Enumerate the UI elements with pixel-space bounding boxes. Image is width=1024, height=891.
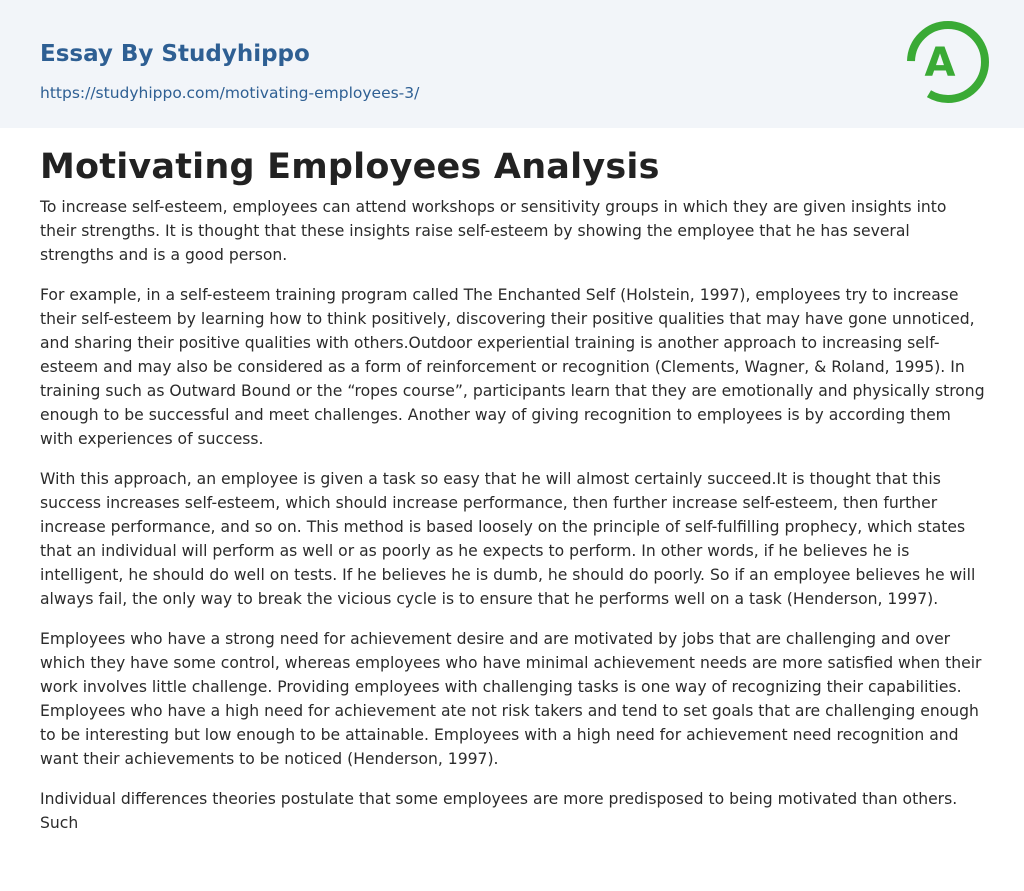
article-paragraph: For example, in a self-esteem training program called The Enchanted Self (Holstein, 1997), employees try to increase their self-esteem by learning how to think positively, discovering their positive qualities that may have gone unnoticed, and sharing their positive qualities with others.Outdoor experiential training is another approach to increasing self-esteem and may also be considered as a form of reinforcement or recognition (Clements, Wagner, & Roland, 1995). In training such as Outward Bound or the “ropes course”, participants learn that they are emotionally and physically strong enough to be successful and meet challenges. Another way of giving recognition to employees is by according them with experiences of success. (40, 286, 985, 448)
article-paragraph: Employees who have a strong need for achievement desire and are motivated by jobs that are challenging and over which they have some control, whereas employees who have minimal achievement needs are more satisfied when their work involves little challenge. Providing employees with challenging tasks is one way of recognizing their capabilities. Employees who have a high need for achievement ate not risk takers and tend to set goals that are challenging enough to be interesting but low enough to be attainable. Employees with a high need for achievement need recognition and want their achievements to be noticed (Henderson, 1997). (40, 630, 982, 768)
studyhippo-logo[interactable] (904, 18, 990, 106)
logo-ring-icon (904, 18, 990, 106)
article-paragraph: Individual differences theories postulate that some employees are more predisposed to being motivated than others. Such (40, 790, 958, 832)
article (40, 143, 986, 851)
article-paragraph: With this approach, an employee is given a task so easy that he will almost certainly succeed.It is thought that this success increases self-esteem, which should increase performance, then further increase self-esteem, then further increase performance, and so on. This method is based loosely on the principle of self-fulfilling prophecy, which states that an individual will perform as well or as poorly as he expects to perform. In other words, if he believes he is intelligent, he should do well on tests. If he believes he is dumb, he should do poorly. So if an employee believes he will always fail, the only way to break the vicious cycle is to ensure that he performs well on a task (Henderson, 1997). (40, 470, 976, 608)
site-header (0, 0, 1024, 128)
logo-letter: A (924, 40, 956, 86)
page-title: Motivating Employees Analysis (40, 147, 660, 187)
article-paragraph: To increase self-esteem, employees can attend workshops or sensitivity groups in which they are given insights into their strengths. It is thought that these insights raise self-esteem by showing the employee that he has several strengths and is a good person. (40, 198, 947, 264)
site-brand-title[interactable]: Essay By Studyhippo (40, 41, 310, 67)
essay-source-link[interactable]: https://studyhippo.com/motivating-employees-3/ (40, 84, 420, 102)
